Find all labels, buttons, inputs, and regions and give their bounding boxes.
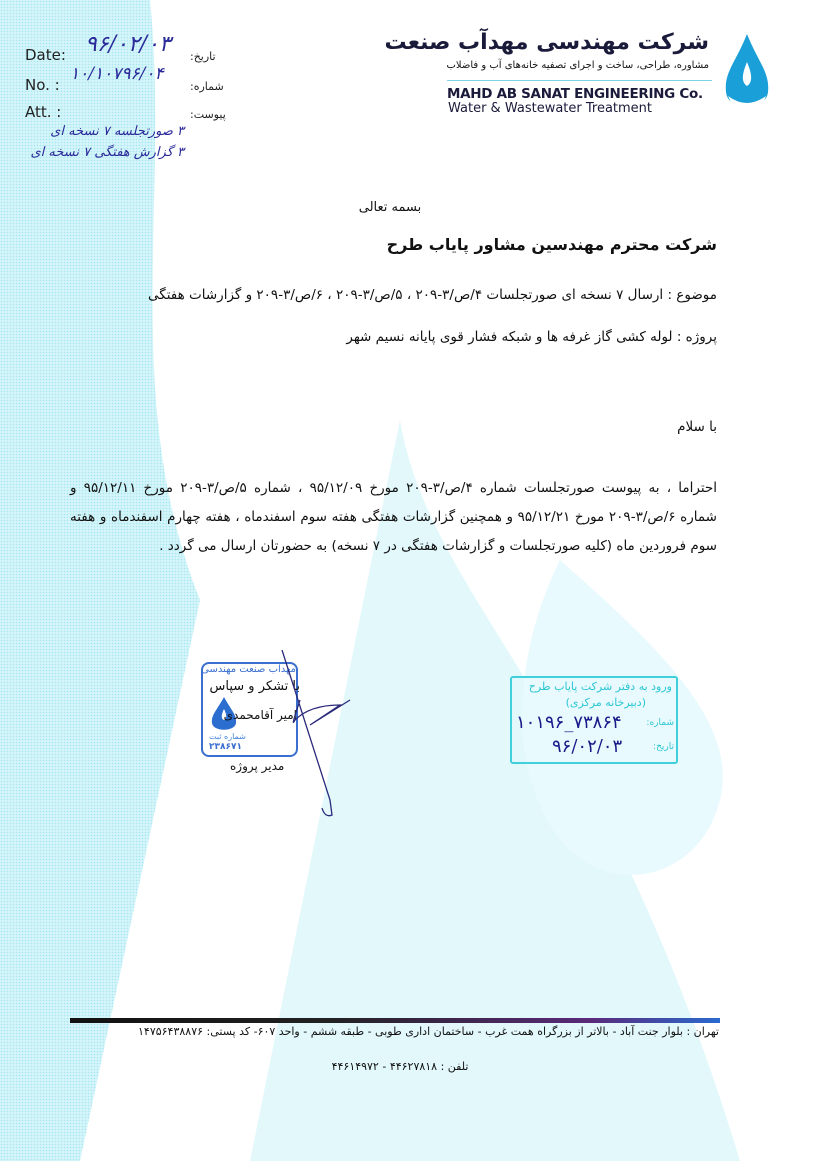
att-value-1: ۳ صورتجلسه ۷ نسخه ای	[50, 124, 184, 139]
company-logo-icon	[722, 32, 772, 122]
recipient: شرکت محترم مهندسین مشاور پایاب طرح	[386, 235, 717, 254]
no-label-en: No. :	[25, 76, 60, 94]
invocation: بسمه تعالی	[358, 200, 422, 215]
received-number-value: ۱۰۱۹۶_۷۳۸۶۴	[516, 712, 622, 733]
company-tagline-fa: مشاوره، طراحی، ساخت و اجرای تصفیه خانه‌های آب و فاضلاب	[446, 60, 709, 71]
received-stamp-line1: ورود به دفتر شرکت پایاب طرح	[528, 680, 672, 693]
project: پروژه : لوله کشی گاز غرفه ها و شبکه فشار قوی پایانه نسیم شهر	[346, 329, 717, 345]
att-label-en: Att. :	[25, 103, 62, 121]
letterhead-divider	[447, 80, 712, 81]
signatory-title: مدیر پروژه	[230, 759, 285, 773]
received-date-value: ۹۶/۰۲/۰۳	[552, 736, 623, 757]
no-value: ۱۰/۱۰۷۹۶/۰۴	[70, 64, 164, 84]
greeting: با سلام	[677, 419, 717, 435]
seal-reg-number: ۲۳۸۶۷۱	[209, 742, 242, 752]
date-value: ۹۶/۰۲/۰۳	[85, 32, 171, 57]
received-stamp	[510, 676, 678, 764]
received-stamp-line2: (دبیرخانه مرکزی)	[565, 696, 646, 709]
signatory-name: امیر آقامحمدی	[223, 708, 297, 722]
subject: موضوع : ارسال ۷ نسخه ای صورتجلسات ۴/ص/۳-۲۰۹ ، ۵/ص/۳-۲۰۹ ، ۶/ص/۳-۲۰۹ و گزارشات هفتگی	[148, 287, 717, 303]
att-label-fa: پیوست:	[190, 108, 226, 121]
footer-address: تهران : بلوار جنت آباد - بالاتر از بزرگراه همت غرب - ساختمان اداری طوبی - طبقه ششم - واحد ۶۰۷- کد پستی: ۱۴۷۵۶۴۳۸۸۷۶	[138, 1025, 719, 1038]
company-name-fa: شرکت مهندسی مهدآب صنعت	[384, 30, 709, 55]
seal-reg-label: شماره ثبت	[209, 732, 246, 741]
date-label-en: Date:	[25, 46, 66, 64]
letter-body: احتراما ، به پیوست صورتجلسات شماره ۴/ص/۳-۲۰۹ مورخ ۹۵/۱۲/۰۹ ، شماره ۵/ص/۳-۲۰۹ مورخ ۹۵/۱۲/۱۱ و شماره ۶/ص/۳-۲۰۹ مورخ ۹۵/۱۲/۲۱ و همچنین گزارشات هفتگی هفته سوم اسفندماه ، هفته چهارم اسفندماه و هفته سوم فروردین ماه (کلیه صورتجلسات و گزارشات هفتگی در ۷ نسخه) به حضورتان ارسال می گردد .	[70, 480, 717, 554]
seal-name: مهدآب صنعت مهندسی	[201, 664, 296, 675]
footer-phone: تلفن : ۴۴۶۲۷۸۱۸ - ۴۴۶۱۴۹۷۲	[331, 1060, 469, 1073]
handwritten-signature-icon	[270, 650, 360, 820]
date-label-fa: تاریخ:	[190, 50, 216, 63]
received-number-label: شماره:	[646, 718, 674, 728]
signature-closing: با تشکر و سپاس	[209, 679, 300, 694]
company-name-en: MAHD AB SANAT ENGINEERING Co.	[447, 86, 703, 102]
received-date-label: تاریخ:	[653, 742, 674, 752]
att-value-2: ۳ گزارش هفتگی ۷ نسخه ای	[30, 145, 184, 160]
no-label-fa: شماره:	[190, 80, 224, 93]
company-tagline-en: Water & Wastewater Treatment	[448, 101, 653, 116]
footer-divider	[70, 1018, 720, 1023]
